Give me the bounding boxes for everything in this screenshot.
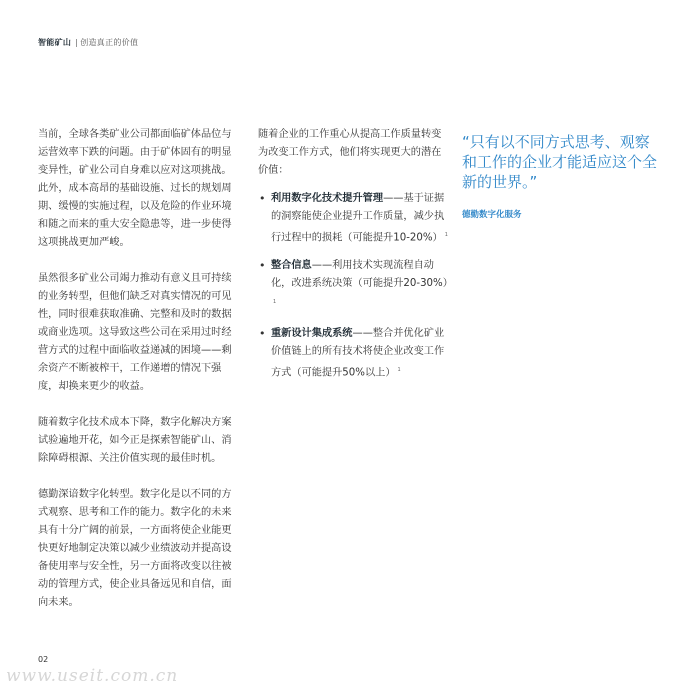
bullet-title: 整合信息 <box>271 260 312 272</box>
intro-paragraph: 随着企业的工作重心从提高工作质量转变为改变工作方式，他们将实现更大的潜在价值： <box>258 129 442 176</box>
page-header <box>38 37 138 48</box>
page-number: 02 <box>38 655 49 664</box>
body-paragraph: 德勤深谙数字化转型。数字化是以不同的方式观察、思考和工作的能力。数字化的未来具有十分广阔的前景，一方面将使企业能更快更好地制定决策以减少业绩波动并提高设备使用率与安全性，另一方面将改变以往被动的管理方式，使企业具备远见和自信，面向未来。 <box>38 489 232 608</box>
bullet-text: ——利用技术实现流程自动化，改进系统决策（可能提升20-30%） <box>271 260 453 290</box>
pull-quote: “只有以不同方式思考、观察和工作的企业才能适应这个全新的世界。” <box>462 133 658 191</box>
footnote-marker: 1 <box>397 366 401 373</box>
bullet-text: ——基于证据的洞察能使企业提升工作质量，减少执行过程中的损耗（可能提升10-20%） <box>271 193 445 244</box>
value-list-item <box>258 257 453 314</box>
footnote-marker: 1 <box>273 299 277 306</box>
bullet-icon: • <box>259 192 266 205</box>
footnote-marker: 1 <box>444 232 448 238</box>
bullet-title: 重新设计集成系统 <box>271 327 353 339</box>
body-paragraph: 虽然很多矿业公司竭力推动有意义且可持续的业务转型，但他们缺乏对真实情况的可见性，同时很难获取准确、完整和及时的数据或商业选项。这导致这些公司在采用过时经营方式的过程中面临收益递减的困境——剩余资产不断被榨干，工作递增的情况下强度，却换来更少的收益。 <box>38 273 232 392</box>
bullet-title: 利用数字化技术提升管理 <box>271 193 384 204</box>
value-list <box>258 190 453 382</box>
left-column <box>38 126 238 630</box>
middle-column <box>258 126 453 392</box>
header-tagline: 创造真正的价值 <box>80 38 139 47</box>
quote-attribution: 德勤数字化服务 <box>462 210 522 220</box>
site-watermark: www.useit.com.cn <box>6 666 179 686</box>
header-separator: | <box>75 38 79 47</box>
value-list-item <box>258 325 450 382</box>
body-paragraph: 当前，全球各类矿业公司都面临矿体品位与运营效率下跌的问题。由于矿体固有的明显变异性，矿业公司自身难以应对这项挑战。此外，成本高昂的基础设施、过长的规划周期、缓慢的实施过程，以及危险的作业环境和随之而来的重大安全隐患等，进一步使得这项挑战更加严峻。 <box>38 129 232 248</box>
bullet-text: ——整合并优化矿业价值链上的所有技术将使企业改变工作方式（可能提升50%以上） <box>271 327 445 379</box>
body-paragraph: 随着数字化技术成本下降，数字化解决方案试验遍地开花，如今正是探索智能矿山、消除障碍根源、关注价值实现的最佳时机。 <box>38 417 232 464</box>
brand-title: 智能矿山 <box>38 38 72 47</box>
value-list-item <box>258 190 450 247</box>
bullet-icon: • <box>259 326 266 340</box>
bullet-icon: • <box>259 259 266 273</box>
